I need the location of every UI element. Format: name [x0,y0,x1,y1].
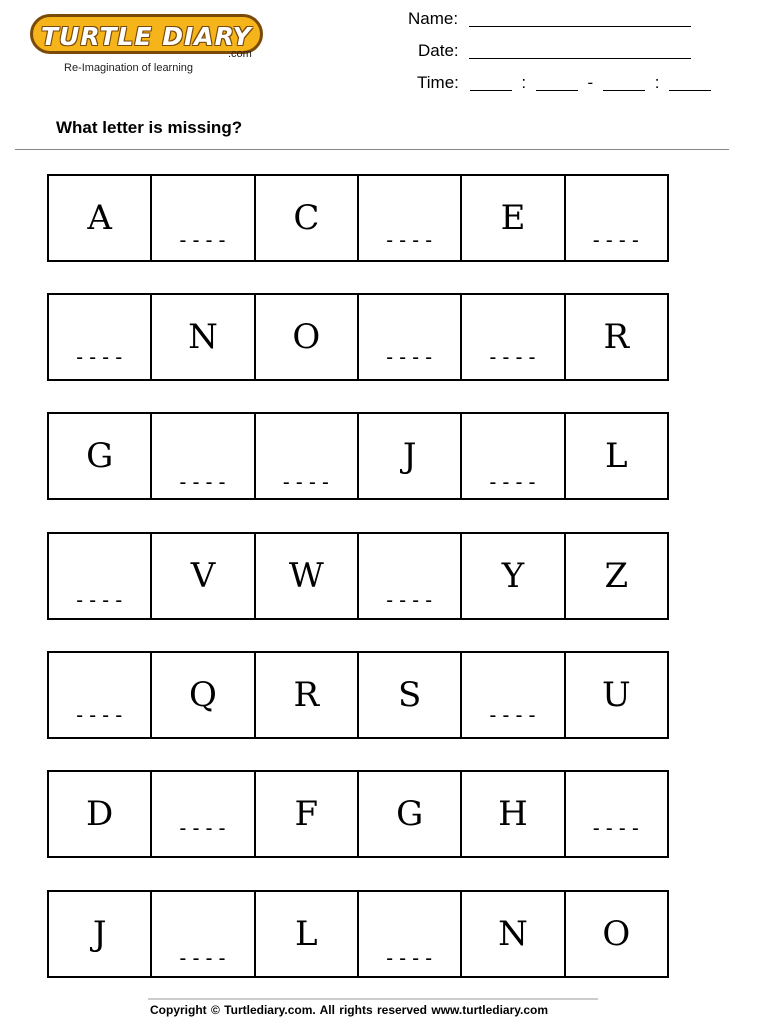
letter-row-5 [47,651,669,739]
given-letter: N [498,914,528,954]
given-letter: Y [501,556,525,596]
logo-tagline: Re-Imagination of learning [64,62,194,74]
letter-cell[interactable] [359,892,462,976]
header-divider [15,149,729,150]
given-letter: W [288,556,324,596]
date-label: Date: [418,41,459,60]
time-colon-start: : [521,73,527,92]
time-colon-end: : [654,73,660,92]
letter-cell [462,176,565,260]
answer-blank[interactable]: ---- [176,816,230,840]
letter-cell [566,414,667,498]
answer-blank[interactable]: ---- [176,946,230,970]
letter-cell[interactable] [359,295,462,379]
given-letter: L [605,436,628,476]
name-line[interactable] [469,26,691,27]
answer-blank[interactable]: ---- [590,228,643,252]
given-letter: Z [604,556,629,596]
answer-blank[interactable]: ---- [590,816,643,840]
question-title: What letter is missing? [56,118,243,137]
letter-cell [49,772,152,856]
given-letter: H [498,794,528,834]
letter-cell[interactable] [462,414,565,498]
time-label: Time: [417,73,459,92]
time-minute-end[interactable] [669,90,711,91]
letter-cell [152,295,255,379]
letter-cell[interactable] [462,653,565,737]
letter-cell[interactable] [49,534,152,618]
given-letter: J [402,436,417,476]
given-letter: Q [189,675,217,715]
given-letter: G [86,436,114,476]
footer-copyright: Copyright © Turtlediary.com. All rights reserved [150,1003,428,1017]
time-hour-end[interactable] [603,90,645,91]
given-letter: D [86,794,114,834]
letter-cell [462,892,565,976]
letter-cell[interactable] [152,892,255,976]
given-letter: J [92,914,107,954]
given-letter: V [190,556,216,596]
logo-wordmark: TURTLE DIARY [30,14,263,54]
letter-row-4 [47,532,669,620]
letter-cell [566,653,667,737]
answer-blank[interactable]: ---- [73,588,126,612]
letter-cell[interactable] [49,295,152,379]
given-letter: C [293,198,320,238]
letter-row-3 [47,412,669,500]
given-letter: O [602,914,631,954]
footer [150,1003,548,1017]
answer-blank[interactable]: ---- [176,470,230,494]
letter-cell [256,653,359,737]
turtle-diary-logo [30,14,260,78]
given-letter: N [188,317,218,357]
answer-blank[interactable]: ---- [486,345,540,369]
letter-cell [49,414,152,498]
name-label: Name: [408,9,459,28]
answer-blank[interactable]: ---- [486,703,540,727]
letter-cell[interactable] [359,534,462,618]
letter-cell[interactable] [152,176,255,260]
letter-cell[interactable] [359,176,462,260]
answer-blank[interactable]: ---- [383,345,436,369]
letter-cell [462,772,565,856]
letter-cell[interactable] [566,772,667,856]
answer-blank[interactable]: ---- [383,228,436,252]
letter-cell [256,892,359,976]
letter-cell [566,892,667,976]
answer-blank[interactable]: ---- [383,588,436,612]
letter-row-2 [47,293,669,381]
letter-cell [256,534,359,618]
letter-cell [359,653,462,737]
letter-cell[interactable] [49,653,152,737]
answer-blank[interactable]: ---- [486,470,540,494]
answer-blank[interactable]: ---- [73,703,126,727]
letter-cell[interactable] [152,414,255,498]
given-letter: E [500,198,526,238]
letter-cell[interactable] [462,295,565,379]
letter-cell [566,295,667,379]
letter-cell [256,295,359,379]
letter-cell [256,176,359,260]
time-field[interactable] [417,73,711,93]
letter-cell [462,534,565,618]
given-letter: A [87,198,112,238]
given-letter: R [603,317,630,357]
name-field[interactable] [408,9,691,29]
answer-blank[interactable]: ---- [383,946,436,970]
given-letter: O [292,317,321,357]
letter-row-7 [47,890,669,978]
letter-cell[interactable] [256,414,359,498]
given-letter: G [396,794,424,834]
letter-cell [359,414,462,498]
given-letter: L [295,914,318,954]
letter-cell[interactable] [152,772,255,856]
time-minute-start[interactable] [536,90,578,91]
logo-suffix: .com [228,48,252,60]
letter-cell [152,653,255,737]
time-hour-start[interactable] [470,90,512,91]
footer-divider [148,998,598,1000]
time-dash: - [587,73,594,92]
given-letter: S [398,675,422,715]
letter-cell [152,534,255,618]
letter-row-1 [47,174,669,262]
letter-row-6 [47,770,669,858]
footer-url: www.turtlediary.com [431,1003,549,1017]
given-letter: U [601,675,631,715]
letter-cell [566,534,667,618]
date-line[interactable] [469,58,691,59]
given-letter: F [294,794,319,834]
letter-cell [359,772,462,856]
answer-blank[interactable]: ---- [73,345,126,369]
letter-cell [49,892,152,976]
answer-blank[interactable]: ---- [176,228,230,252]
letter-cell [256,772,359,856]
date-field[interactable] [418,41,691,61]
letter-cell[interactable] [566,176,667,260]
answer-blank[interactable]: ---- [280,470,333,494]
given-letter: R [293,675,320,715]
letter-cell [49,176,152,260]
